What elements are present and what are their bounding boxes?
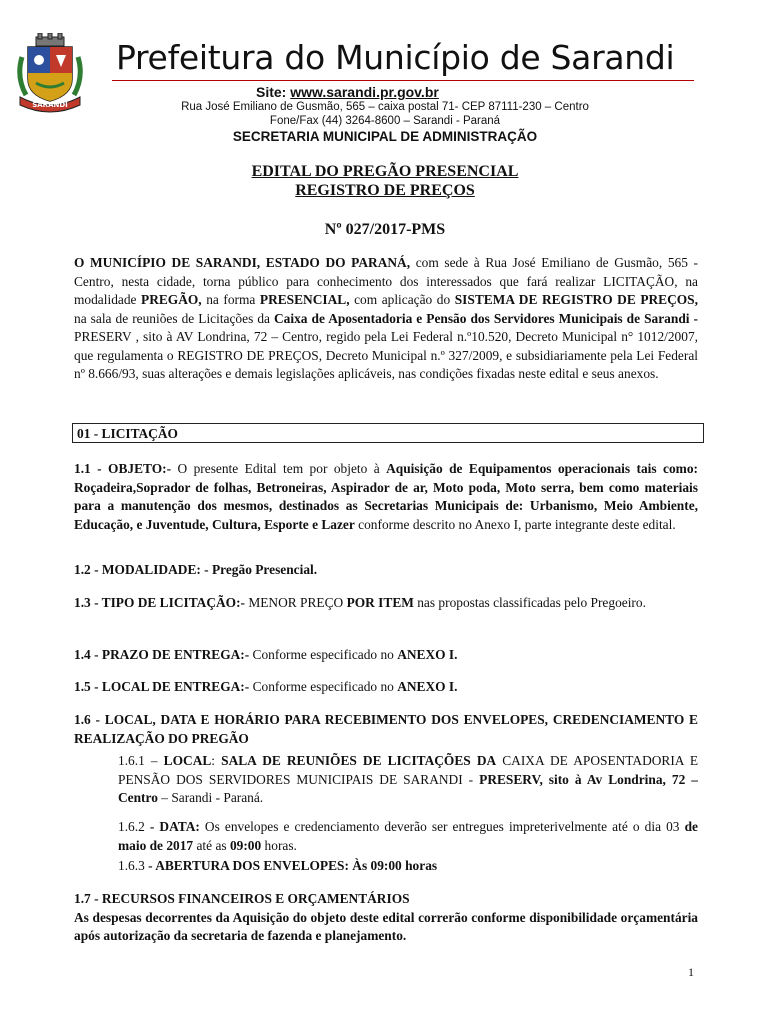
item-bold-text: PRESERV, sito à Av Londrina, 72 – Centro — [118, 771, 698, 805]
item-text: conforme descrito no Anexo I, parte integrante deste edital. — [354, 516, 676, 532]
address-line: Rua José Emiliano de Gusmão, 565 – caixa postal 71- CEP 87111-230 – Centro — [181, 101, 589, 113]
intro-bold-pregao: PREGÃO, — [141, 292, 202, 307]
item-label: 1.1 - OBJETO:- — [74, 461, 172, 476]
intro-text: na forma — [201, 292, 260, 307]
item-1-6-2 — [118, 818, 698, 855]
item-label: 1.3 - TIPO DE LICITAÇÃO:- — [74, 595, 245, 610]
item-1-6-3 — [118, 857, 698, 876]
intro-text: na sala de reuniões de Licitações da — [74, 310, 274, 326]
item-1-6-1 — [118, 752, 698, 808]
intro-paragraph — [74, 254, 698, 384]
item-text: nas propostas classificadas pelo Pregoeiro. — [413, 595, 646, 610]
phone-line: Fone/Fax (44) 3264-8600 – Sarandi - Paraná — [269, 115, 501, 127]
item-1-5 — [74, 678, 698, 697]
item-text: 1.6.3 — [118, 858, 149, 873]
item-1-3 — [74, 594, 698, 613]
municipality-title: Prefeitura do Município de Sarandi — [116, 38, 675, 77]
item-1-2 — [74, 561, 698, 580]
intro-bold-municipio: O MUNICÍPIO DE SARANDI, ESTADO DO PARANÁ, — [74, 255, 411, 270]
intro-bold-presencial: PRESENCIAL, — [259, 292, 350, 307]
item-bold-text: As despesas decorrentes da Aquisição do objeto deste edital correrão conforme disponibilidade orçamentária após autorização da secretaria de fazenda e planejamento. — [74, 909, 698, 943]
item-1-4 — [74, 646, 698, 665]
item-text: – Sarandi - Paraná. — [157, 790, 264, 805]
item-1-7 — [74, 890, 698, 946]
item-bold-text: Aquisição de Equipamentos operacionais tais como: Roçadeira,Soprador de folhas, Betroneiras, Aspirador de ar, Moto poda, Moto serra, bem como materiais para a manutenção dos mesmos, destinados as Secretarias Municipais de: Urbanismo, Meio Ambiente, Educação, e Juventude, Cultura, Esporte e Lazer — [74, 461, 698, 532]
item-text: Os envelopes e credenciamento deverão ser entregues impreterivelmente até o dia 03 — [199, 819, 685, 834]
item-bold-text: ANEXO I. — [397, 647, 458, 662]
item-bold-text: POR ITEM — [346, 595, 414, 610]
intro-bold-sistema: SISTEMA DE REGISTRO DE PREÇOS, — [454, 292, 698, 307]
item-text: CAIXA DE APOSENTADORIA E PENSÃO DOS SERVIDORES MUNICIPAIS DE SARANDI - — [118, 753, 699, 787]
page-number: 1 — [688, 965, 694, 979]
doc-number: Nº 027/2017-PMS — [324, 221, 446, 238]
item-text: MENOR PREÇO — [245, 595, 347, 610]
item-text: Conforme especificado no — [249, 679, 398, 694]
item-bold-text: ANEXO I. — [397, 679, 458, 694]
item-label: - DATA: — [149, 819, 200, 834]
header-divider — [112, 80, 694, 81]
department-name: SECRETARIA MUNICIPAL DE ADMINISTRAÇÃO — [232, 129, 538, 144]
intro-bold-caixa: Caixa de Aposentadoria e Pensão dos Servidores Municipais de Sarandi - — [274, 310, 698, 326]
site-label: Site: — [256, 84, 291, 100]
website-line — [256, 84, 439, 100]
item-text: : — [211, 753, 222, 768]
item-label: 1.6 - LOCAL, DATA E HORÁRIO PARA RECEBIMENTO DOS ENVELOPES, CREDENCIAMENTO E REALIZAÇÃO DO PREGÃO — [74, 712, 698, 746]
item-bold-text: 09:00 — [229, 837, 262, 853]
item-bold-text: de maio de 2017 — [118, 819, 698, 853]
item-text: até as — [193, 837, 230, 853]
item-label: 1.5 - LOCAL DE ENTREGA:- — [74, 679, 250, 694]
section-heading-box — [72, 423, 704, 443]
item-text: horas. — [261, 837, 297, 853]
intro-text: com aplicação do — [349, 292, 455, 307]
svg-text:SARANDI: SARANDI — [32, 101, 68, 109]
intro-text: PRESERV , sito à AV Londrina, 72 – Centro, regido pela Lei Federal n.º10.520, Decreto Municipal n° 1012/2007, que regulamenta o REGISTRO DE PREÇOS, Decreto Municipal n.º 327/2009, e subsidiariamente pela Lei Federal nº 8.666/93, suas alterações e demais legislações aplicáveis, nas condições fixadas neste edital e seus anexos. — [74, 329, 698, 381]
intro-text: com sede à Rua José Emiliano de Gusmão, 565 - Centro, nesta cidade, torna público para conhecimento dos interessados que fará realizar LICITAÇÃO, na modalidade — [74, 255, 698, 307]
item-text: 1.6.2 — [118, 819, 150, 834]
item-label: 1.2 - MODALIDADE: - Pregão Presencial. — [74, 562, 318, 577]
item-1-1 — [74, 460, 698, 534]
item-label: 1.4 - PRAZO DE ENTREGA:- — [74, 647, 250, 662]
doc-title-line-2: REGISTRO DE PREÇOS — [295, 182, 475, 199]
item-text: O presente Edital tem por objeto à — [171, 461, 387, 476]
item-1-6 — [74, 711, 698, 748]
site-link[interactable]: www.sarandi.pr.gov.br — [290, 84, 439, 100]
municipal-crest-icon — [16, 33, 84, 113]
item-label: 1.7 - RECURSOS FINANCEIROS E ORÇAMENTÁRIOS — [74, 891, 410, 906]
doc-title-line-1: EDITAL DO PREGÃO PRESENCIAL — [251, 163, 519, 180]
item-label: LOCAL — [163, 753, 212, 768]
item-text: 1.6.1 – — [118, 753, 164, 768]
item-bold-text: - ABERTURA DOS ENVELOPES: Às 09:00 horas — [148, 858, 438, 873]
item-bold-text: SALA DE REUNIÕES DE LICITAÇÕES DA — [221, 753, 497, 768]
item-text: Conforme especificado no — [249, 647, 398, 662]
section-heading: 01 - LICITAÇÃO — [77, 426, 178, 441]
